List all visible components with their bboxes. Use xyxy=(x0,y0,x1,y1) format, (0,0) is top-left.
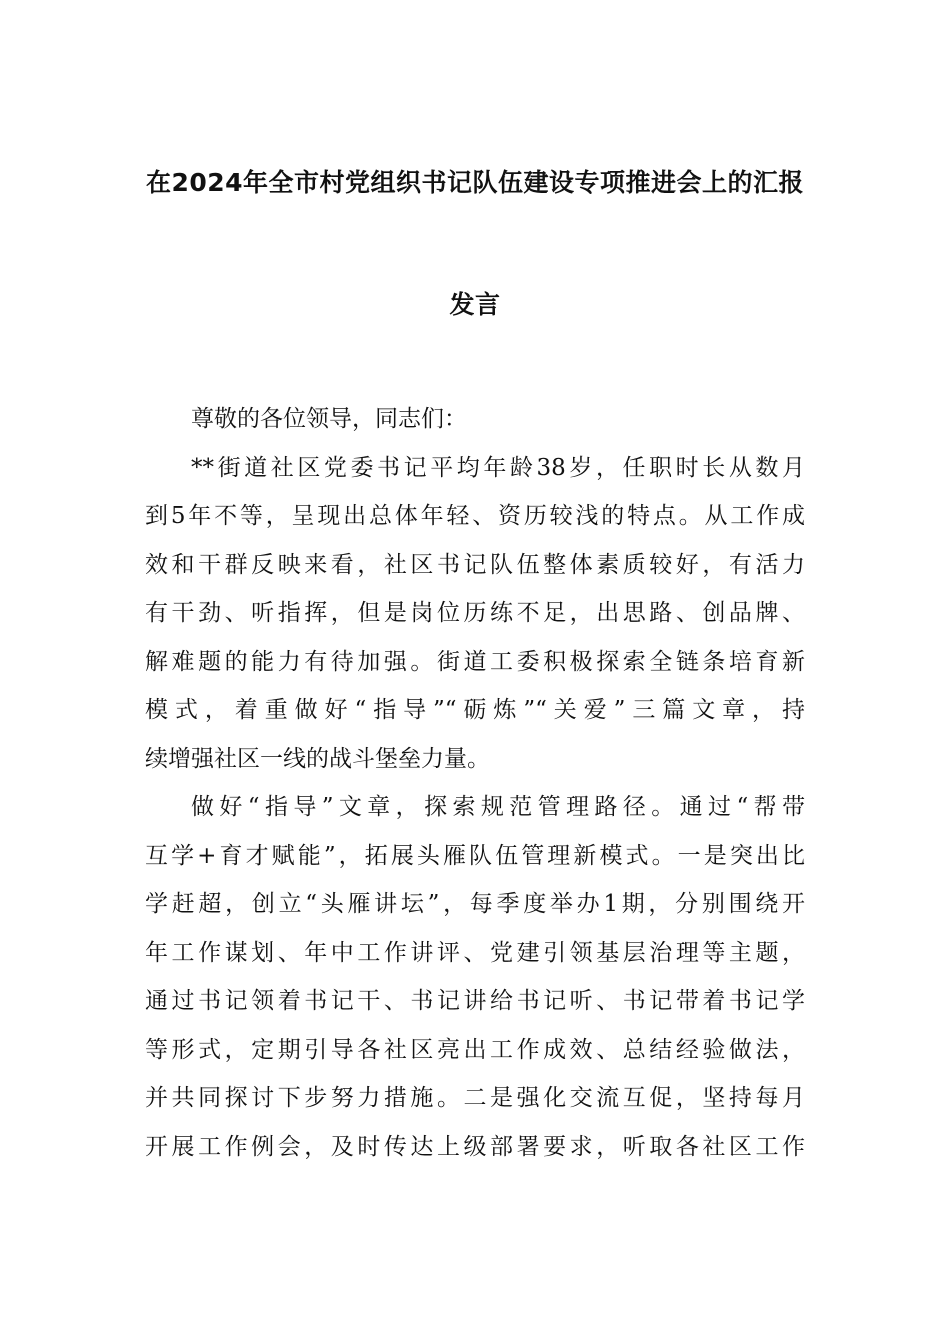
paragraph-2 xyxy=(145,783,805,1171)
paragraph-line: 效和干群反映来看，社区书记队伍整体素质较好，有活力 xyxy=(145,551,805,578)
paragraph-line: 到5年不等，呈现出总体年轻、资历较浅的特点。从工作成 xyxy=(145,503,805,529)
paragraph-line: 互学+育才赋能”，拓展头雁队伍管理新模式。一是突出比 xyxy=(145,842,805,869)
paragraph-1 xyxy=(145,444,805,784)
document-title-line-1: 在2024年全市村党组织书记队伍建设专项推进会上的汇报 xyxy=(145,168,805,197)
paragraph-line: 通过书记领着书记干、书记讲给书记听、书记带着书记学 xyxy=(145,988,805,1014)
salutation-block xyxy=(145,395,805,444)
paragraph-line: 并共同探讨下步努力措施。二是强化交流互促，坚持每月 xyxy=(145,1085,805,1111)
paragraph-line: 模式，着重做好“指导”“砺炼”“关爱”三篇文章，持 xyxy=(145,697,805,723)
paragraph-line: 有干劲、听指挥，但是岗位历练不足，出思路、创品牌、 xyxy=(145,600,805,626)
paragraph-line: 解难题的能力有待加强。街道工委积极探索全链条培育新 xyxy=(145,648,805,675)
paragraph-line: **街道社区党委书记平均年龄38岁，任职时长从数月 xyxy=(191,454,805,481)
paragraph-line: 续增强社区一线的战斗堡垒力量。 xyxy=(145,745,490,772)
document-title-line-2: 发言 xyxy=(449,290,501,319)
paragraph-line: 做好“指导”文章，探索规范管理路径。通过“帮带 xyxy=(191,794,805,820)
paragraph-line: 等形式，定期引导各社区亮出工作成效、总结经验做法， xyxy=(145,1036,805,1063)
paragraph-line: 开展工作例会，及时传达上级部署要求，听取各社区工作 xyxy=(145,1133,805,1160)
paragraph-line: 学赶超，创立“头雁讲坛”，每季度举办1期，分别围绕开 xyxy=(145,891,805,917)
paragraph-line: 年工作谋划、年中工作讲评、党建引领基层治理等主题， xyxy=(145,939,805,966)
salutation: 尊敬的各位领导，同志们： xyxy=(191,406,467,432)
